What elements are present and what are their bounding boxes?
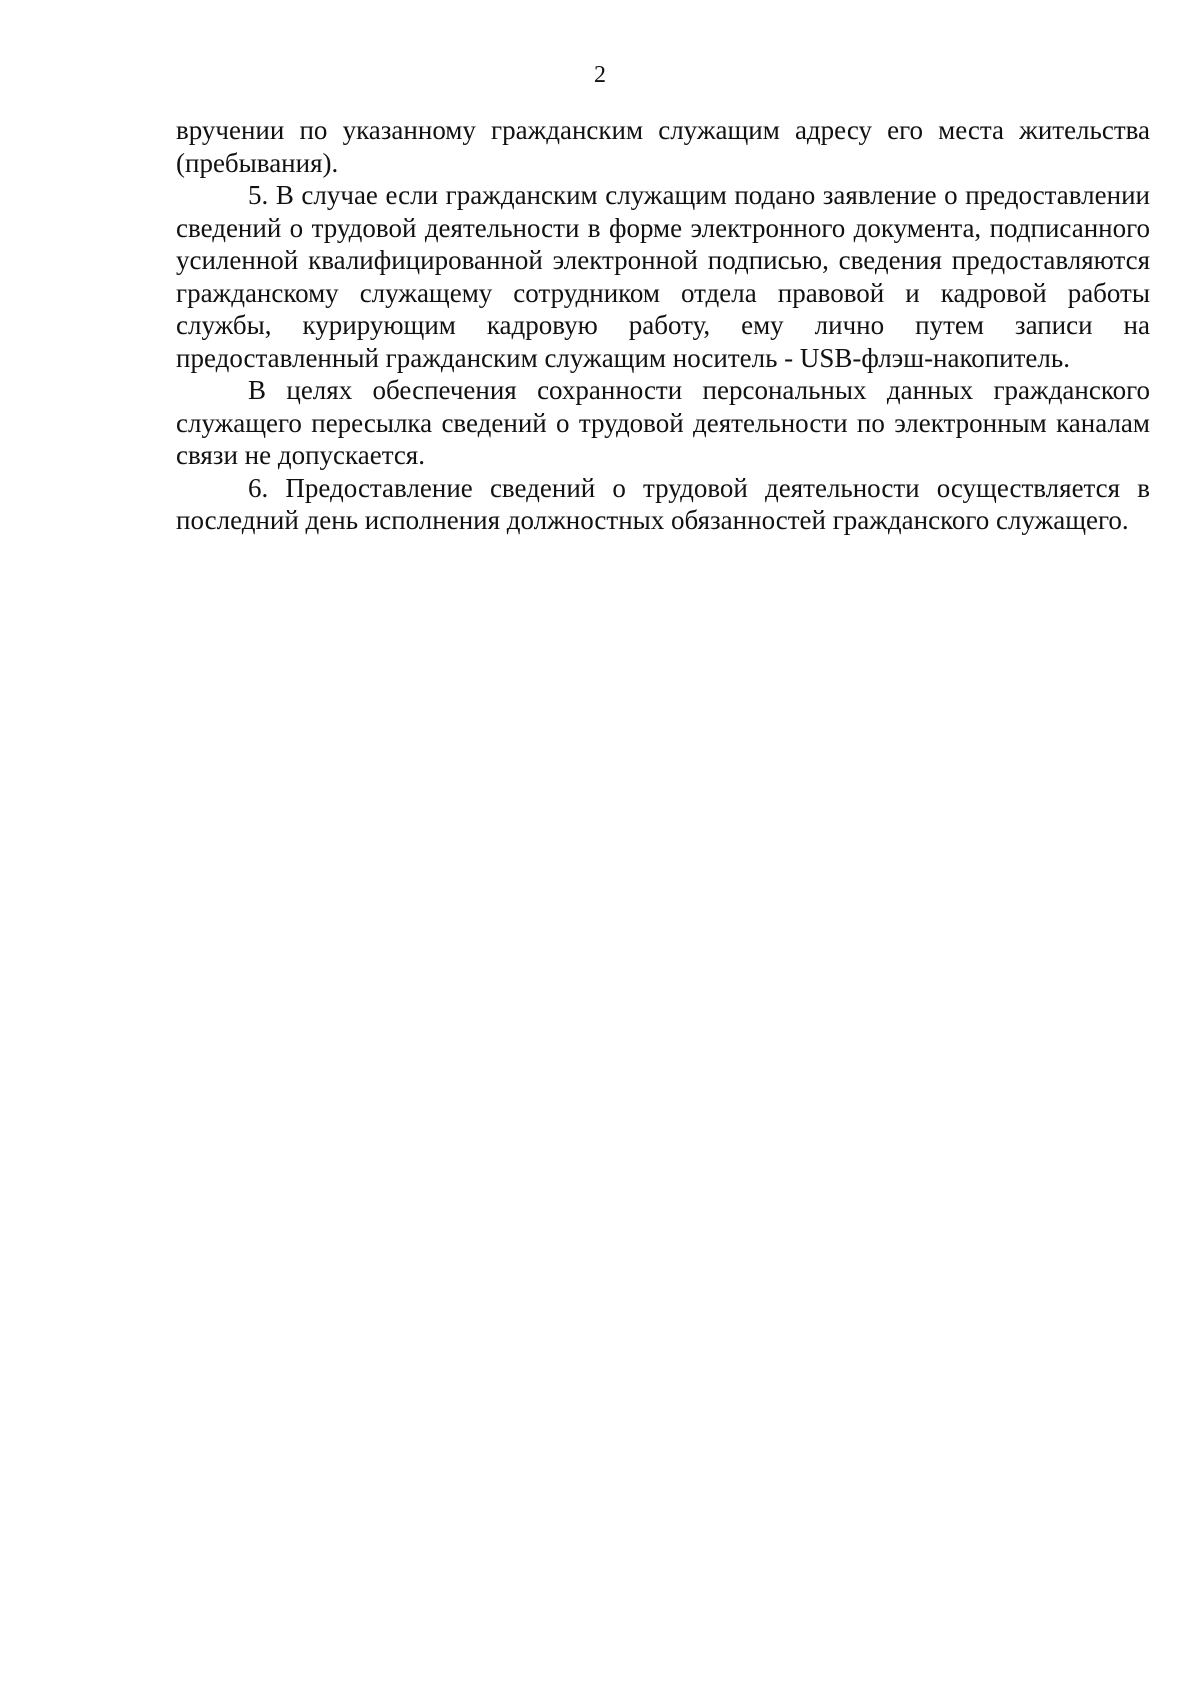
paragraph-item-5: 5. В случае если гражданским служащим подано заявление о предоставлении сведений о трудовой деятельности в форме электронного документа, подписанного усиленной квалифицированной электронной подписью, сведения предоставляются гражданскому служащему сотрудником отдела правовой и кадровой работы службы, курирующим кадровую работу, ему лично путем записи на предоставленный гражданским служащим носитель - USB-флэш-накопитель.: [176, 180, 1150, 373]
document-body: [176, 114, 1150, 537]
page-number: 2: [594, 62, 606, 88]
paragraph-continuation: вручении по указанному гражданским служащим адресу его места жительства (пребывания).: [176, 115, 1150, 178]
paragraph-item-6: 6. Предоставление сведений о трудовой деятельности осуществляется в последний день исполнения должностных обязанностей гражданского служащего.: [176, 472, 1150, 535]
paragraph-data-protection: В целях обеспечения сохранности персональных данных гражданского служащего пересылка сведений о трудовой деятельности по электронным каналам связи не допускается.: [176, 375, 1150, 470]
